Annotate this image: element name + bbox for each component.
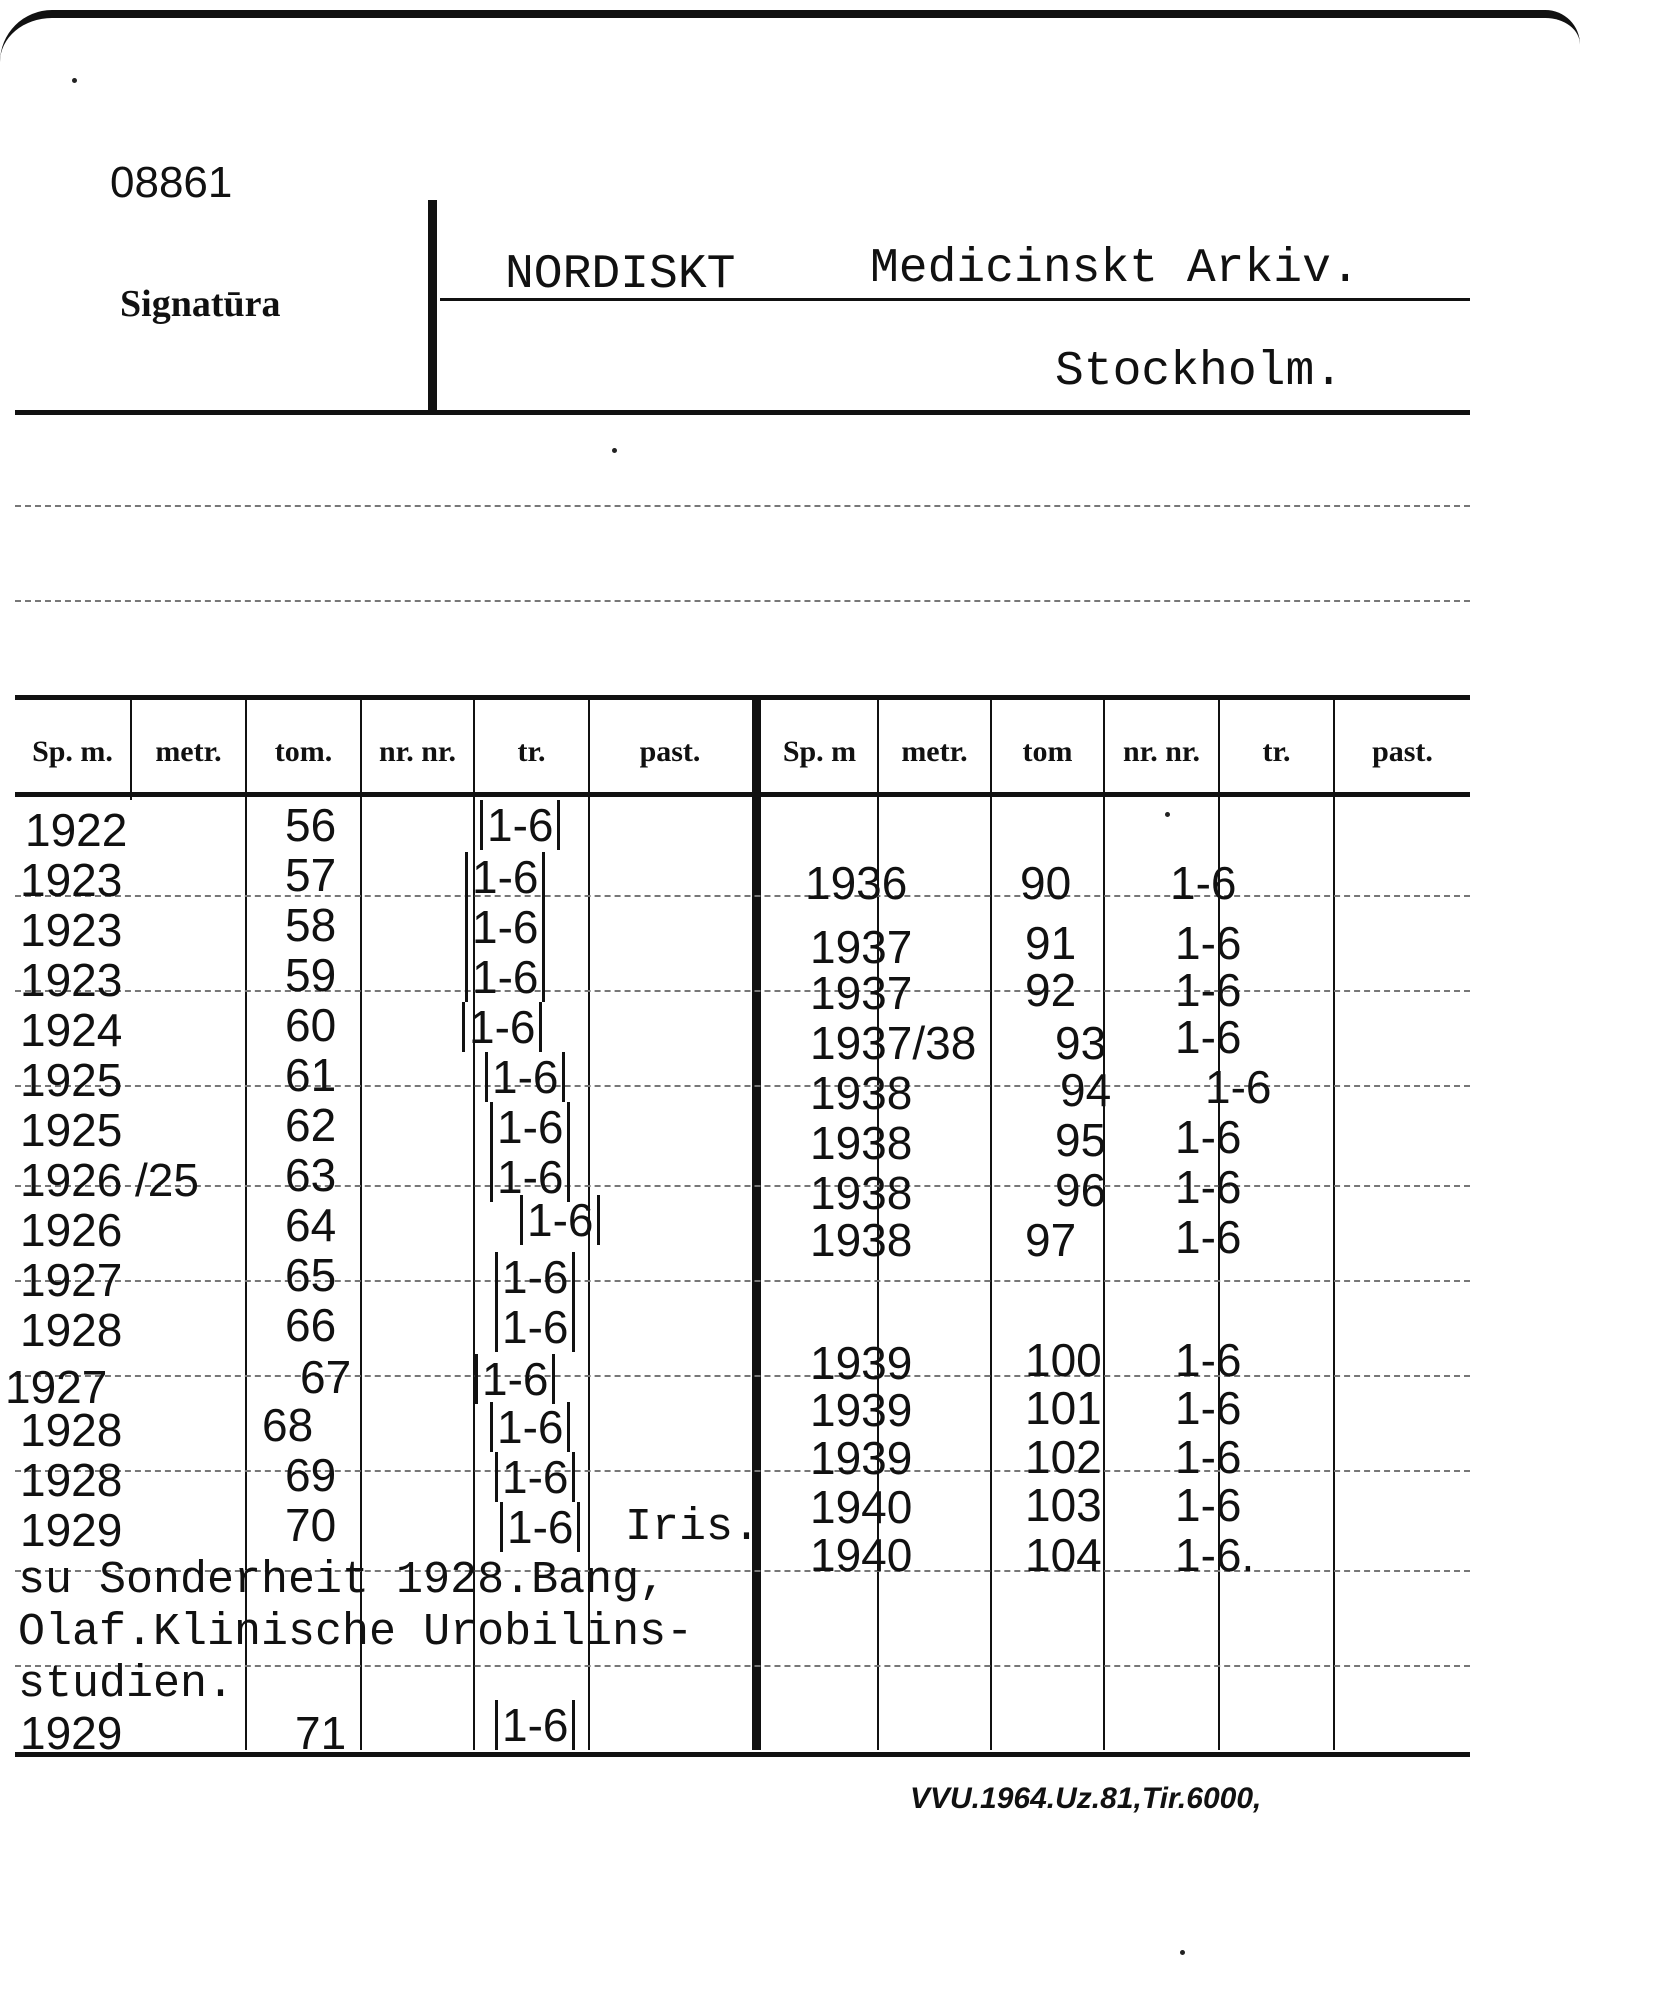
header-past-right: past. bbox=[1372, 735, 1433, 768]
left-tr: 1-6 bbox=[485, 1052, 565, 1102]
right-year: 1940 bbox=[810, 1529, 913, 1581]
right-tr: 1-6 bbox=[1175, 964, 1242, 1016]
left-tom: 65 bbox=[285, 1249, 337, 1301]
handwritten-footnote: VVU.1964.Uz.81,Tir.6000, bbox=[910, 1782, 1262, 1815]
header-tom-right: tom bbox=[1022, 735, 1073, 768]
right-tom: 100 bbox=[1025, 1334, 1102, 1386]
signature-divider bbox=[428, 200, 437, 410]
left-tom: 62 bbox=[285, 1099, 337, 1151]
left-year: 1926 bbox=[20, 1204, 123, 1256]
left-tom: 59 bbox=[285, 949, 337, 1001]
right-tr: 1-6 bbox=[1175, 1334, 1242, 1386]
left-tom: 63 bbox=[285, 1149, 337, 1201]
supplement-note-line-1: su Sonderheit 1928.Bang, bbox=[18, 1555, 667, 1606]
right-tr: 1-6 bbox=[1170, 857, 1237, 909]
left-tr: 1-6 bbox=[500, 1502, 580, 1552]
left-year: 1925 bbox=[20, 1054, 123, 1106]
right-tom: 93 bbox=[1055, 1017, 1107, 1069]
left-year: 1928 bbox=[20, 1304, 123, 1356]
right-tom: 96 bbox=[1055, 1164, 1107, 1216]
left-year: 1923 bbox=[20, 904, 123, 956]
header-nr-left: nr. nr. bbox=[379, 735, 456, 768]
table-header-rule bbox=[15, 792, 1470, 797]
header-tom-left: tom. bbox=[274, 735, 333, 768]
left-tom: 70 bbox=[285, 1499, 337, 1551]
left-tom: 60 bbox=[285, 999, 337, 1051]
left-tom: 64 bbox=[285, 1199, 337, 1251]
left-year: 1924 bbox=[20, 1004, 123, 1056]
right-tr: 1-6 bbox=[1175, 1211, 1242, 1263]
left-tr: 1-6 bbox=[475, 1354, 555, 1404]
left-year: 1923 bbox=[20, 954, 123, 1006]
left-tr: 1-6 bbox=[520, 1195, 600, 1245]
right-tom: 90 bbox=[1020, 857, 1072, 909]
left-year: 1928 bbox=[20, 1404, 123, 1456]
header-past-left: past. bbox=[639, 735, 701, 768]
right-year: 1939 bbox=[810, 1432, 913, 1484]
left-year: 1927 bbox=[5, 1361, 108, 1413]
left-year: 1925 bbox=[20, 1104, 123, 1156]
right-tr: 1-6 bbox=[1175, 917, 1242, 969]
left-tr: 1-6 bbox=[462, 1002, 542, 1052]
journal-title-word: NORDISKT bbox=[505, 248, 736, 302]
left-tr: 1-6 bbox=[490, 1152, 570, 1202]
right-year: 1937 bbox=[810, 967, 913, 1019]
left-tr: 1-6 bbox=[465, 952, 545, 1002]
supplement-note-line-2: Olaf.Klinische Urobilins- bbox=[18, 1607, 694, 1658]
right-year: 1938 bbox=[810, 1214, 913, 1266]
right-year: 1940 bbox=[810, 1481, 913, 1533]
left-year: 1929 bbox=[20, 1707, 123, 1759]
left-year: 1922 bbox=[25, 804, 128, 856]
dotted-line-2 bbox=[15, 600, 1470, 602]
signature-label: Signatūra bbox=[120, 283, 281, 325]
right-tom: 97 bbox=[1025, 1214, 1077, 1266]
header-tr-left: tr. bbox=[517, 735, 546, 768]
right-tr: 1-6. bbox=[1175, 1529, 1255, 1581]
left-tom: 58 bbox=[285, 899, 337, 951]
header-sp-m-left: Sp. m. bbox=[32, 735, 113, 768]
row-rule bbox=[15, 1375, 1470, 1377]
right-year: 1938 bbox=[810, 1117, 913, 1169]
card-top-edge bbox=[0, 10, 1580, 62]
right-year: 1936 bbox=[805, 857, 908, 909]
left-year: 1923 bbox=[20, 854, 123, 906]
header-tr-right: tr. bbox=[1262, 735, 1291, 768]
table-center-divider bbox=[752, 700, 761, 1750]
table-bottom-rule bbox=[15, 1752, 1470, 1757]
right-tr: 1-6 bbox=[1175, 1479, 1242, 1531]
left-tom: 57 bbox=[285, 849, 337, 901]
left-tr: 1-6 bbox=[465, 902, 545, 952]
left-tr: 1-6 bbox=[480, 800, 560, 850]
card-number: 08861 bbox=[110, 158, 233, 207]
right-tom: 101 bbox=[1025, 1382, 1102, 1434]
left-tom: 71 bbox=[295, 1707, 347, 1759]
right-tr: 1-6 bbox=[1175, 1382, 1242, 1434]
table-top-rule bbox=[15, 695, 1470, 700]
left-tr: 1-6 bbox=[495, 1452, 575, 1502]
left-tom: 69 bbox=[285, 1449, 337, 1501]
right-tom: 104 bbox=[1025, 1529, 1102, 1581]
right-tr: 1-6 bbox=[1175, 1161, 1242, 1213]
scan-speck bbox=[1165, 812, 1170, 817]
row-rule bbox=[15, 1185, 1470, 1187]
header-metr-right: metr. bbox=[901, 735, 968, 768]
left-tr: 1-6 bbox=[495, 1302, 575, 1352]
right-tom: 102 bbox=[1025, 1431, 1102, 1483]
left-year: 1929 bbox=[20, 1504, 123, 1556]
left-tr: 1-6 bbox=[490, 1402, 570, 1452]
scan-speck bbox=[72, 78, 77, 83]
supplement-note-line-3: studien. bbox=[18, 1659, 235, 1710]
col-divider bbox=[1103, 700, 1105, 1750]
title-underline bbox=[440, 298, 1470, 301]
row-rule bbox=[15, 1280, 1470, 1282]
right-tom: 94 bbox=[1060, 1064, 1112, 1116]
right-tr: 1-6 bbox=[1175, 1111, 1242, 1163]
right-year: 1937/38 bbox=[810, 1017, 977, 1069]
left-tr: 1-6 bbox=[465, 852, 545, 902]
right-year: 1937 bbox=[810, 921, 913, 973]
header-sp-m-right: Sp. m bbox=[782, 735, 857, 768]
left-tom: 56 bbox=[285, 799, 337, 851]
row-rule bbox=[15, 1470, 1470, 1472]
right-tr: 1-6 bbox=[1205, 1061, 1272, 1113]
left-tr: 1-6 bbox=[495, 1252, 575, 1302]
right-tom: 91 bbox=[1025, 917, 1077, 969]
col-divider bbox=[1333, 700, 1335, 1750]
right-tom: 103 bbox=[1025, 1479, 1102, 1531]
left-tom: 61 bbox=[285, 1049, 337, 1101]
header-rule bbox=[15, 410, 1470, 415]
row-rule bbox=[15, 895, 1470, 897]
left-metr: /25 bbox=[135, 1154, 199, 1206]
left-tom: 66 bbox=[285, 1299, 337, 1351]
publication-city: Stockholm. bbox=[1055, 345, 1344, 399]
right-tr: 1-6 bbox=[1175, 1011, 1242, 1063]
scan-speck bbox=[1180, 1950, 1185, 1955]
iris-note: Iris. bbox=[625, 1502, 761, 1553]
right-tom: 95 bbox=[1055, 1114, 1107, 1166]
left-year: 1927 bbox=[20, 1254, 123, 1306]
col-divider bbox=[990, 700, 992, 1750]
header-metr-left: metr. bbox=[155, 735, 222, 768]
right-year: 1938 bbox=[810, 1067, 913, 1119]
header-nr-right: nr. nr. bbox=[1123, 735, 1200, 768]
right-year: 1939 bbox=[810, 1337, 913, 1389]
right-year: 1939 bbox=[810, 1384, 913, 1436]
right-tr: 1-6 bbox=[1175, 1431, 1242, 1483]
right-year: 1938 bbox=[810, 1167, 913, 1219]
right-tom: 92 bbox=[1025, 964, 1077, 1016]
left-tom: 67 bbox=[300, 1351, 352, 1403]
left-tr: 1-6 bbox=[495, 1700, 575, 1750]
left-year: 1928 bbox=[20, 1454, 123, 1506]
journal-title-rest: Medicinskt Arkiv. bbox=[870, 242, 1360, 296]
left-tom: 68 bbox=[262, 1399, 314, 1451]
left-year: 1926 bbox=[20, 1154, 123, 1206]
scan-speck bbox=[612, 448, 617, 453]
dotted-line-1 bbox=[15, 505, 1470, 507]
left-tr: 1-6 bbox=[490, 1102, 570, 1152]
row-rule bbox=[15, 990, 1470, 992]
